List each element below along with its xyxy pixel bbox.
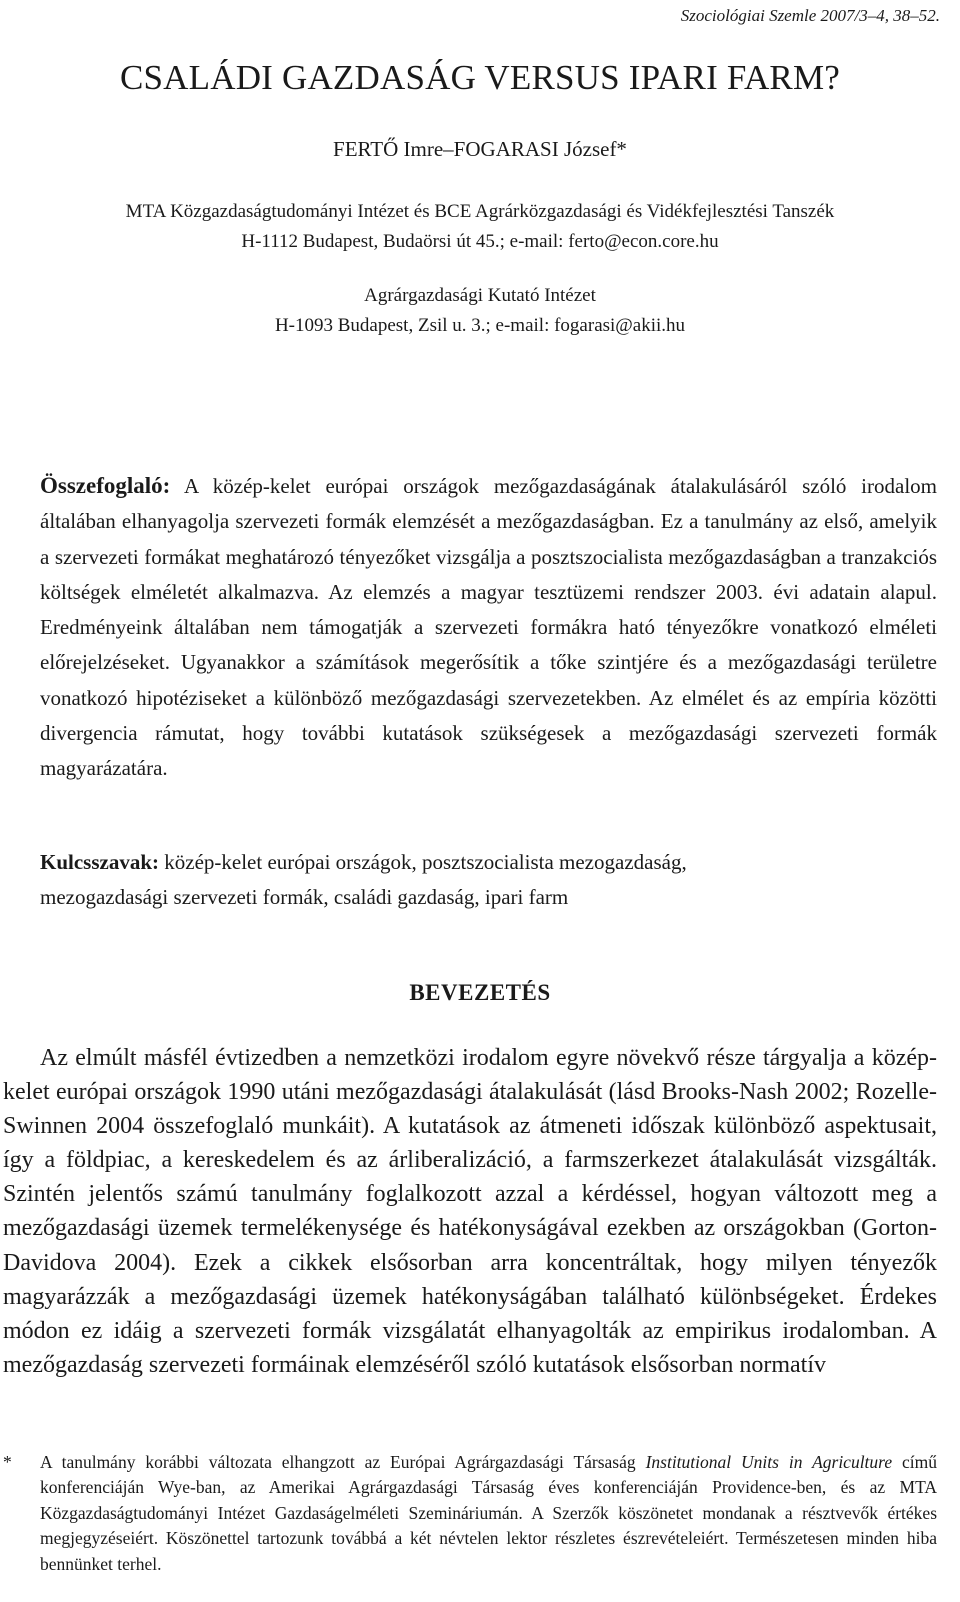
footnote-text-start: A tanulmány korábbi változata elhangzott az Európai Agrárgazdasági Társaság [40,1452,646,1472]
article-title: CSALÁDI GAZDASÁG VERSUS IPARI FARM? [119,58,841,97]
abstract [40,468,937,787]
running-head: Szociológiai Szemle 2007/3–4, 38–52. [680,6,940,25]
keywords-label: Kulcsszavak: [40,850,160,874]
affiliation-1 [0,197,960,257]
affiliation-1-address: H-1112 Budapest, Budaörsi út 45.; e-mail: ferto@econ.core.hu [241,231,719,252]
footnote [3,1450,937,1577]
footnote-text [40,1450,937,1577]
footnote-italic-title: Institutional Units in Agriculture [645,1452,893,1472]
section-heading: BEVEZETÉS [409,980,551,1005]
intro-paragraph: Az elmúlt másfél évtizedben a nemzetközi irodalom egyre növekvő része tárgyalja a közép-kelet európai országok 1990 utáni mezőgazdasági átalakulását (lásd Brooks-Nash 2002; Rozelle-Swinnen 2004 összefoglaló munkáit). A kutatások az átmeneti időszak különböző aspektusait, így a földpiac, a kereskedelem és az árliberalizáció, a farmszerkezet átalakulását vizsgálták. Szintén jelentős számú tanulmány foglalkozott azzal a kérdéssel, hogyan változott meg a mezőgazdasági üzemek termelékenysége és hatékonyságával ezekben az országokban (Gorton-Davidova 2004). Ezek a cikkek elsősorban arra koncentráltak, hogy milyen tényezők magyarázzák a mezőgazdasági üzemek hatékonyságában található különbségeket. Érdekes módon ez idáig a szervezeti formák vizsgálatát elhanyagolták az empirikus irodalomban. A mezőgazdaság szervezeti formáinak elemzéséről szóló kutatások elsősorban normatív [3,1045,937,1378]
keywords-text: közép-kelet európai országok, posztszocialista mezogazdaság, [164,850,687,874]
abstract-text: A közép-kelet európai országok mezőgazdaságának átalakulásáról szóló irodalom általában elhanyagolja szervezeti formák elemzését a mezőgazdaságban. Ez a tanulmány az első, amelyik a szervezeti formákat meghatározó tényezőket vizsgálja a posztszocialista mezőgazdaságban a tranzakciós költségek elméletét alkalmazva. Az elemzés a magyar tesztüzemi rendszer 2003. évi adatain alapul. Eredményeink általában nem támogatják a szervezeti formákra ható tényezőkre vonatkozó elméleti előrejelzéseket. Ugyanakkor a számítások megerősítik a tőke szintjére és a mezőgazdasági területre vonatkozó hipotéziseket a különböző mezőgazdasági szervezetekben. Az elmélet és az empíria közötti divergencia rámutat, hogy további kutatások szükségesek a mezőgazdasági szervezeti formák magyarázatára. [40,474,938,781]
footnote-text-end: című konferenciáján Wye-ban, az Amerikai Agrárgazdasági Társaság éves konferenciáján Providence-ben, és az MTA Közgazdaságtudományi Intézet Gazdaságelméleti Szemináriumán. A Szerzők köszönetet mondanak a résztvevők értékes megjegyzéseiért. Köszönettel tartozunk továbbá a két névtelen lektor részletes észrevételeiért. Természetesen minden hiba bennünket terhel. [40,1452,938,1574]
author-line: FERTŐ Imre–FOGARASI József* [333,137,627,161]
affiliation-2-address: H-1093 Budapest, Zsil u. 3.; e-mail: fogarasi@akii.hu [274,315,686,336]
abstract-label: Összefoglaló: [40,473,171,498]
affiliation-2-institution: Agrárgazdasági Kutató Intézet [364,285,596,306]
keywords [40,845,937,915]
body-text [3,1041,937,1382]
affiliation-2 [0,281,960,341]
keywords-text-line2: mezogazdasági szervezeti formák, családi gazdaság, ipari farm [40,885,569,909]
affiliation-1-institution: MTA Közgazdaságtudományi Intézet és BCE Agrárközgazdasági és Vidékfejlesztési Tanszék [125,201,835,222]
footnote-mark: * [3,1452,12,1472]
